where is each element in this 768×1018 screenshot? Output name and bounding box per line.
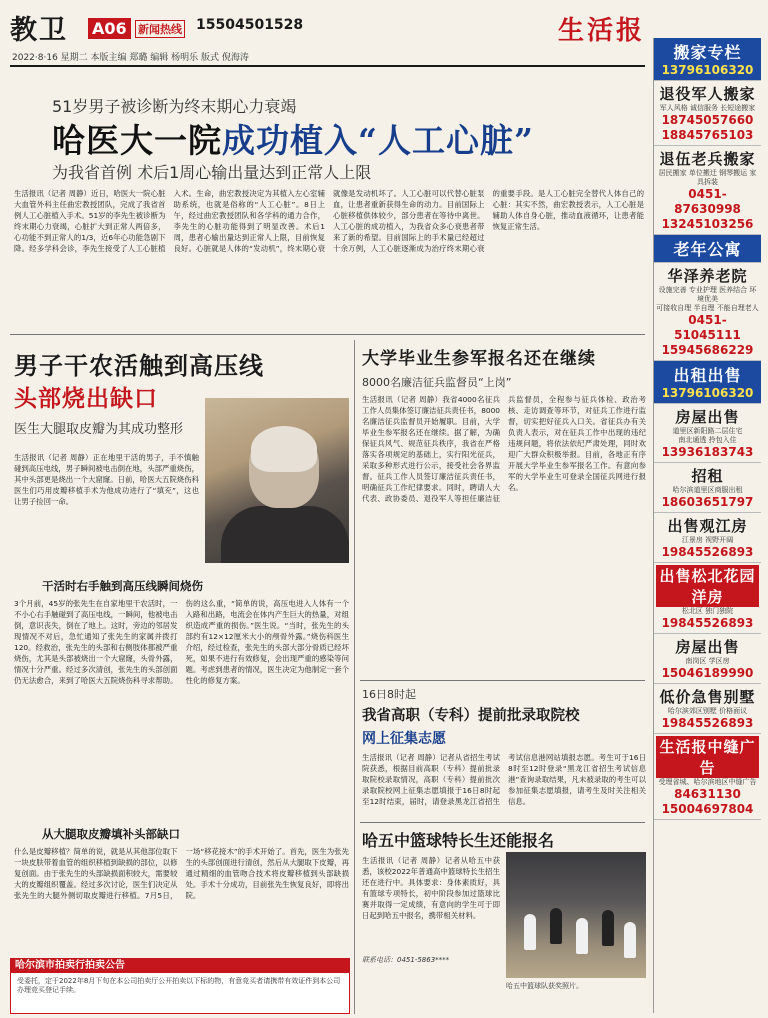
story4-headline: 我省高职（专科）提前批录取院校: [362, 708, 580, 724]
divider: [10, 334, 645, 335]
lead-kicker: 51岁男子被诊断为终末期心力衰竭: [52, 97, 297, 116]
classified-ad-text: 松北区 独门独院: [681, 607, 734, 615]
divider: [360, 680, 645, 681]
classified-ad-title: 华泽养老院: [667, 267, 748, 285]
lead-headline-part-a: 哈医大一院: [52, 121, 222, 160]
classified-ad-phone: 84631130: [674, 787, 741, 801]
classified-ad-phone: 13796106320: [661, 63, 754, 77]
classified-ad-phone: 19845526893: [661, 545, 754, 559]
classified-ad-phone: 15004697804: [661, 802, 754, 816]
classified-ad: [654, 513, 761, 563]
lead-headline-part-b: 成功植入“人工心脏”: [222, 121, 534, 160]
photo-caption: 哈五中篮球队获奖照片。: [506, 982, 583, 990]
patient-photo: [205, 398, 349, 563]
story2-section-heading-2: 从大腿取皮瓣填补头部缺口: [42, 827, 180, 841]
classified-ad-text: 哈尔滨郊区别墅 价格面议: [667, 707, 748, 715]
hotline-number: 15504501528: [196, 17, 304, 33]
story3-body: 生活报讯（记者 周静）我省4000名征兵工作人员集体签订廉洁征兵责任书，8000名廉洁征兵监督员开始履职。目前，大学毕业生参军报名还在继续。据了解，为确保征兵风气、规范征兵秩序，我省在严格落实各项规定的基础上，实行阳光征兵，采取多种形式进行公示，接受社会各界监督。征兵工作人员签订廉洁征兵责任书，明确征兵工作纪律要求。同时，聘请人大代表、政协委员、退役军人等担任廉洁征兵监督员，全程参与征兵体检、政治考核、走访调查等环节，对征兵工作进行监督，切实把好征兵入口关。省征兵办有关负责人表示，对在征兵工作中出现的违纪违规问题，将依法依纪严肃处理，同时欢迎广大群众积极举报。目前，各地正有序开展大学毕业生参军报名工作。有意向参军的大学毕业生可登录全国征兵网进行报名。: [362, 395, 646, 503]
auction-notice: [10, 958, 350, 1014]
story4-subheadline: 网上征集志愿: [362, 731, 446, 747]
classified-ad-phone: 18603651797: [661, 495, 754, 509]
classified-ad-phone: 15945686229: [661, 343, 754, 357]
story3-deck: 8000名廉洁征兵监督员“上岗”: [362, 376, 512, 389]
classified-ad-text: 军人风格 诚信服务 长短途搬家: [659, 104, 756, 112]
classified-ad: [654, 684, 761, 734]
classified-ad-phone: 15046189990: [661, 666, 754, 680]
classified-ad-phone: 13936183743: [661, 445, 754, 459]
classified-ad-text: 南北通透 拎包入住: [678, 436, 737, 444]
classified-ad-text: 南岗区 学区房: [685, 657, 730, 665]
classified-ad-title: 房屋出售: [675, 408, 740, 426]
photo-figure-body: [221, 506, 349, 563]
classified-ad: [654, 38, 761, 81]
classified-ad-title: 搬家专栏: [673, 43, 742, 62]
classified-ad-text: 哈尔滨道里区商服出租: [672, 486, 743, 494]
story5-headline: 哈五中篮球特长生还能报名: [362, 831, 555, 850]
masthead-rule: [10, 65, 645, 67]
classified-ad-phone: 19845526893: [661, 716, 754, 730]
newspaper-logo: 生活报: [557, 16, 645, 46]
story2-body-2: 什么是皮瓣移植？简单的说，就是从其他部位取下一块皮肤带着血管的组织移植到缺损的部位，以修复创面。由于张先生的头部缺损面积较大，需要较大的皮瓣组织覆盖。经过多次讨论，医生们决定从张先生的大腿外侧切取皮瓣进行移植。7月5日，一场“移花接木”的手术开始了。首先，医生为张先生的头部创面进行清创，然后从大腿取下皮瓣，再通过精细的血管吻合技术将皮瓣移植到头部缺损处。手术十分成功，目前张先生恢复良好，即将出院。: [14, 847, 349, 900]
classified-ad: [654, 235, 761, 263]
story5-note: 联系电话：0451-5863****: [362, 956, 450, 964]
player-figure: [576, 918, 588, 954]
classified-ad-phone: 13245103256: [661, 217, 754, 231]
classified-ad-phone: 0451-87630998: [674, 187, 741, 216]
story2-headline: 男子干农活触到高压线: [14, 351, 264, 380]
story4-body: 生活报讯（记者 周静）记者从省招生考试院获悉，根据目前高职（专科）提前批录取院校录取情况，高职（专科）提前批次录取院校网上征集志愿填报于16日8时起至12时结束，届时，请登录黑龙江省招生考试信息港网站填报志愿。考生可于16日8时至12时登录“黑龙江省招生考试信息港”查询录取结果，凡未被录取的考生可以参加征集志愿填报，请考生及时关注相关信息。: [362, 753, 646, 806]
page-number: A06: [88, 18, 131, 39]
classified-ad-phone: 18745057660: [661, 113, 754, 127]
classified-ad: [654, 634, 761, 684]
classified-ad-text: 受理省城、哈尔滨地区中缝广告: [658, 778, 757, 786]
story3-headline: 大学毕业生参军报名还在继续: [362, 349, 596, 369]
story2-body-1: 3个月前，45岁的张先生在自家地里干农活时，一不小心右手触碰到了高压电线，一瞬间，他被电击倒，意识丧失，倒在了地上。这时，旁边的邻居发现情况不对后，急忙通知了张先生的家属并拨打120。经救治，张先生的头部和右侧肢体都被严重烧伤，尤其是头部被烧出一个大窟窿，头骨外露，情况十分严重。经过多次清创，张先生的头部创面仍无法愈合，来到了哈医大五院烧伤科寻求帮助。伤的这么重，“简单的说，高压电进入人体有一个入路和出路，电流会在体内产生巨大的热量，对组织造成严重的损伤。”医生说。“当时，张先生的头部约有12×12厘米大小的颅骨外露。”烧伤科医生介绍，经过检查，张先生的头部大部分骨质已经坏死，如果不进行有效修复，会出现严重的感染等问题。考虑到患者的情况，医生决定为他制定一套个性化的修复方案。: [14, 599, 349, 685]
lead-headline: [52, 115, 534, 162]
classified-ad-text: 道里区新阳路二层住宅: [672, 427, 743, 435]
classified-ad-text: 居民搬家 单位搬迁 钢琴搬运 家具拆装: [658, 169, 757, 186]
story2-section-heading-1: 干活时右手触到高压线瞬间烧伤: [42, 579, 203, 593]
classified-ad-title: 老年公寓: [673, 240, 742, 259]
classified-ad-text: 江景房 视野开阔: [681, 536, 734, 544]
story2-subheadline: 头部烧出缺口: [14, 385, 158, 412]
auction-notice-text: 受委托，定于2022年8月下旬在本公司拍卖厅公开拍卖以下标的物，有意竞买者请携带有效证件到本公司办理竞买登记手续。: [17, 977, 341, 994]
hotline-label: 新闻热线: [135, 20, 185, 38]
classified-ad-text: 可接收自理 半自理 不能自理老人: [656, 304, 759, 312]
classified-ad: [654, 404, 761, 463]
auction-notice-title: 哈尔滨市拍卖行拍卖公告: [11, 959, 349, 973]
player-figure: [524, 914, 536, 950]
classified-ad-phone: 13796106320: [661, 386, 754, 400]
classified-ad-title: 出售松北花园洋房: [656, 565, 759, 607]
classified-ad-title: 退役军人搬家: [659, 85, 756, 103]
classified-ad-title: 出售观江房: [667, 517, 748, 535]
classified-ad-title: 退伍老兵搬家: [659, 150, 756, 168]
column-divider: [354, 340, 355, 1014]
player-figure: [624, 922, 636, 958]
story5-body: 生活报讯（记者 周静）记者从哈五中获悉，该校2022年普通高中篮球特长生招生还在进行中。具体要求：身体素质好，具有篮球专项特长，初中阶段参加过篮球比赛并取得一定成绩，有意向的学生可于即日起到哈五中报名，携带相关材料。: [362, 856, 500, 920]
masthead: [10, 8, 645, 66]
lead-subtitle: 为我省首例 术后1周心输出量达到正常人上限: [52, 163, 372, 182]
classified-ad-title: 招租: [691, 467, 724, 485]
classified-ad: [654, 361, 761, 404]
classified-ad: [654, 146, 761, 235]
classified-ad-title: 低价急售别墅: [659, 688, 756, 706]
classified-ad-title: 生活报中缝广告: [656, 736, 759, 778]
player-figure: [550, 908, 562, 944]
classified-ad: [654, 263, 761, 361]
classified-ad-title: 出租出售: [673, 366, 742, 385]
classified-ad-phone: 19845526893: [661, 616, 754, 630]
story2-deck: 医生大腿取皮瓣为其成功整形: [14, 422, 184, 437]
story4-kicker: 16日8时起: [362, 688, 416, 701]
basketball-photo: [506, 852, 646, 978]
section-name: 教卫: [10, 15, 68, 46]
story2-intro: 生活报讯（记者 周静）正在地里干活的男子，手不慎触碰到高压电线，男子瞬间被电击倒在地，头部严重烧伤，其中头部更是烧出一个大窟窿。日前，哈医大五院烧伤科医生们巧用皮瓣移植手术为他成功进行了“填充”，这也让男子捡回一命。: [14, 453, 199, 506]
classified-ad: [654, 81, 761, 146]
classified-ad: [654, 463, 761, 513]
classified-ad-phone: 18845765103: [661, 128, 754, 142]
classified-ads-column: [653, 38, 761, 1013]
divider: [360, 822, 645, 823]
classified-ad-title: 房屋出售: [675, 638, 740, 656]
photo-figure-hair: [251, 426, 317, 472]
classified-ad: [654, 563, 761, 634]
classified-ad-phone: 0451-51045111: [674, 313, 741, 342]
player-figure: [602, 910, 614, 946]
classified-ad: [654, 734, 761, 820]
lead-body: 生活报讯（记者 周静）近日，哈医大一院心脏大血管外科主任曲宏教授团队，完成了我省首例人工心脏植入手术。51岁的李先生被诊断为终末期心力衰竭，心脏扩大到正常人两倍多，心功能不到正常人的1/3，近6年心功能急剧下降。经多学科会诊，李先生接受了人工心脏植入术。生命，曲宏教授决定为其植入左心室辅助系统，也就是俗称的“人工心脏”。8日上午，经过曲宏教授团队和各学科的通力合作，李先生的心脏功能得到了明显改善。术后1周，患者心输出量达到正常人上限，目前恢复良好。心脏就是人体的“发动机”，终末期心衰就像是发动机坏了。人工心脏可以代替心脏泵血，让患者重新获得生命的动力。目前国际上心脏移植供体较少，部分患者在等待中离世。人工心脏的成功植入，为我省众多心衰患者带来了新的希望。目前国际上的手术量已经超过十余万例，人工心脏逐渐成为治疗终末期心衰的重要手段。是人工心脏完全替代人体自己的心脏：其实不然，曲宏教授表示，人工心脏是辅助人体自身心脏，推动血液循环，让患者能恢复正常生活。: [14, 189, 644, 253]
date-line: 2022·8·16 星期二 本版主编 郑璐 编辑 杨明乐 版式 倪海涛: [12, 53, 249, 63]
classified-ad-text: 设施完善 专业护理 医养结合 环境优美: [658, 286, 757, 303]
